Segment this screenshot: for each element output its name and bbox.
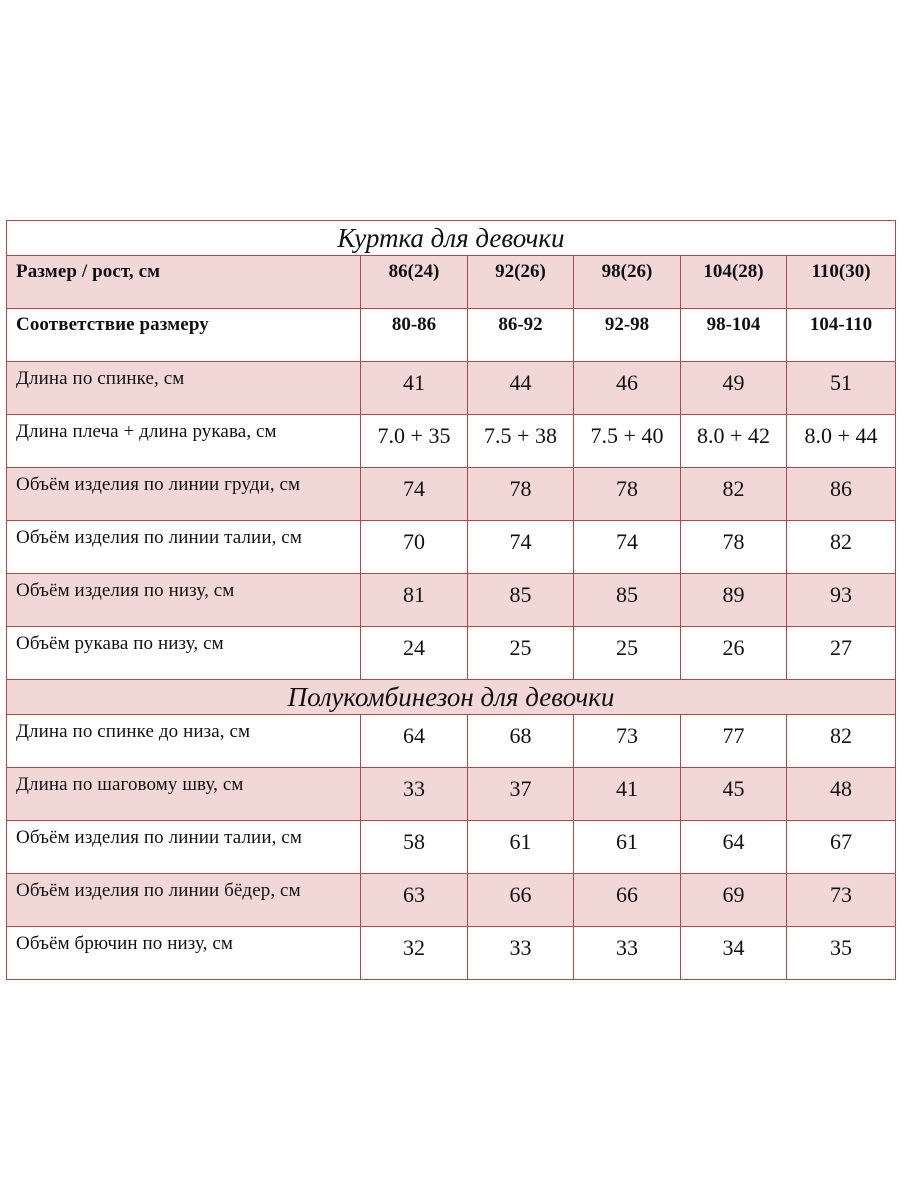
- table-cell: 24: [361, 627, 468, 679]
- table-cell: 104-110: [809, 314, 873, 335]
- row-label: Соответствие размеру: [7, 309, 361, 361]
- row-label: Объём брючин по низу, см: [7, 927, 361, 979]
- table-cell: 78: [681, 521, 787, 573]
- table-cell: 34: [681, 927, 787, 979]
- row-label: Длина по шаговому шву, см: [7, 768, 361, 820]
- table-cell: 77: [681, 715, 787, 767]
- table-cell: 66: [468, 874, 574, 926]
- table-cell: 58: [361, 821, 468, 873]
- row-label: Объём рукава по низу, см: [7, 627, 361, 679]
- table-cell: 82: [830, 723, 852, 748]
- size-chart: [6, 220, 896, 980]
- table-cell: 33: [361, 768, 468, 820]
- table-cell: 93: [830, 582, 852, 607]
- table-cell: 81: [361, 574, 468, 626]
- row-label: Объём изделия по линии груди, см: [7, 468, 361, 520]
- table-cell: 98-104: [681, 309, 787, 361]
- table-cell: 66: [574, 874, 681, 926]
- table-cell: 78: [468, 468, 574, 520]
- overalls-table: [7, 715, 895, 979]
- row-label: Размер / рост, см: [7, 256, 361, 308]
- table-cell: 68: [468, 715, 574, 767]
- table-cell: 63: [361, 874, 468, 926]
- table-cell: 74: [574, 521, 681, 573]
- table-cell: 7.0 + 35: [361, 415, 468, 467]
- table-cell: 44: [468, 362, 574, 414]
- table-cell: 27: [830, 635, 852, 660]
- table-cell: 82: [830, 529, 852, 554]
- table-cell: 86: [830, 476, 852, 501]
- table-row: [7, 927, 895, 979]
- table-row: [7, 362, 895, 415]
- table-cell: 45: [681, 768, 787, 820]
- table-cell: 70: [361, 521, 468, 573]
- table-cell: 46: [574, 362, 681, 414]
- table-cell: 51: [830, 370, 852, 395]
- table-row: [7, 715, 895, 768]
- table-row: [7, 309, 895, 362]
- row-label: Длина по спинке, см: [7, 362, 361, 414]
- table-cell: 41: [361, 362, 468, 414]
- table-cell: 89: [681, 574, 787, 626]
- table-cell: 92(26): [468, 256, 574, 308]
- table-row: [7, 821, 895, 874]
- table-cell: 85: [468, 574, 574, 626]
- table-row: [7, 574, 895, 627]
- table-cell: 49: [681, 362, 787, 414]
- table-row: [7, 874, 895, 927]
- table-cell: 92-98: [574, 309, 681, 361]
- table-cell: 8.0 + 42: [681, 415, 787, 467]
- row-label: Длина плеча + длина рукава, см: [7, 415, 361, 467]
- table-cell: 25: [468, 627, 574, 679]
- table-cell: 69: [681, 874, 787, 926]
- row-label: Объём изделия по линии талии, см: [7, 521, 361, 573]
- row-label: Объём изделия по линии талии, см: [7, 821, 361, 873]
- table-cell: 82: [681, 468, 787, 520]
- jacket-table: [7, 256, 895, 680]
- table-cell: 104(28): [681, 256, 787, 308]
- table-cell: 73: [574, 715, 681, 767]
- table-cell: 73: [830, 882, 852, 907]
- table-cell: 64: [681, 821, 787, 873]
- table-cell: 8.0 + 44: [804, 423, 878, 448]
- table-cell: 33: [468, 927, 574, 979]
- table-cell: 7.5 + 38: [468, 415, 574, 467]
- jacket-section-title: Куртка для девочки: [7, 221, 895, 256]
- table-cell: 48: [830, 776, 852, 801]
- table-cell: 74: [361, 468, 468, 520]
- table-row: [7, 627, 895, 680]
- table-cell: 86(24): [361, 256, 468, 308]
- row-label: Объём изделия по низу, см: [7, 574, 361, 626]
- table-cell: 41: [574, 768, 681, 820]
- table-row: [7, 256, 895, 309]
- table-row: [7, 415, 895, 468]
- table-cell: 74: [468, 521, 574, 573]
- table-cell: 26: [681, 627, 787, 679]
- table-cell: 98(26): [574, 256, 681, 308]
- table-cell: 85: [574, 574, 681, 626]
- row-label: Длина по спинке до низа, см: [7, 715, 361, 767]
- table-cell: 80-86: [361, 309, 468, 361]
- table-cell: 35: [830, 935, 852, 960]
- table-row: [7, 468, 895, 521]
- table-row: [7, 521, 895, 574]
- table-cell: 37: [468, 768, 574, 820]
- table-cell: 110(30): [811, 261, 871, 282]
- table-cell: 61: [468, 821, 574, 873]
- table-cell: 25: [574, 627, 681, 679]
- table-cell: 67: [830, 829, 852, 854]
- row-label: Объём изделия по линии бёдер, см: [7, 874, 361, 926]
- overalls-section-title: Полукомбинезон для девочки: [7, 680, 895, 715]
- table-cell: 61: [574, 821, 681, 873]
- table-cell: 33: [574, 927, 681, 979]
- table-cell: 86-92: [468, 309, 574, 361]
- table-cell: 64: [361, 715, 468, 767]
- table-cell: 32: [361, 927, 468, 979]
- table-row: [7, 768, 895, 821]
- table-cell: 7.5 + 40: [574, 415, 681, 467]
- table-cell: 78: [574, 468, 681, 520]
